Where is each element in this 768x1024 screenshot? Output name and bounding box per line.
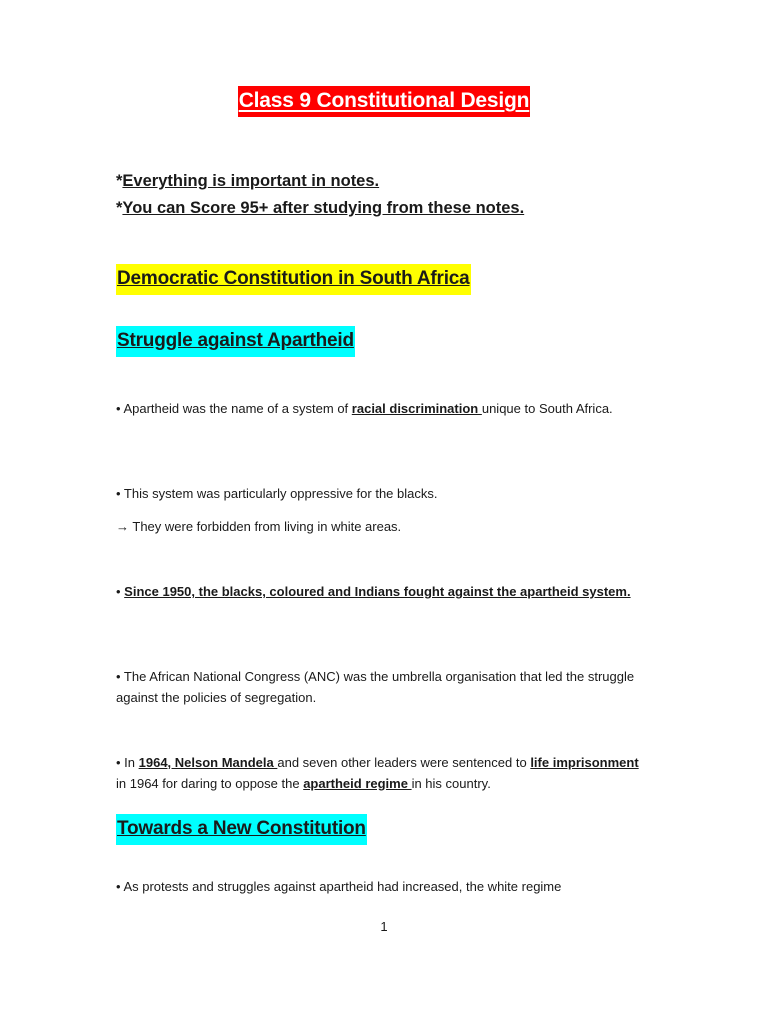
important-notes	[116, 168, 524, 222]
paragraph-text: • This system was particularly oppressive for the blacks.	[116, 486, 438, 501]
paragraph-text: • In	[116, 755, 139, 770]
emphasis-text: Since 1950, the blacks, coloured and Indians fought against the apartheid system.	[124, 584, 631, 599]
paragraph-text: → They were forbidden from living in white areas.	[116, 519, 402, 534]
emphasis-text: 1964, Nelson Mandela	[138, 755, 278, 770]
heading-democratic-constitution	[116, 264, 471, 295]
heading-struggle-apartheid	[116, 326, 355, 357]
title-wrap	[0, 86, 768, 117]
page-number: 1	[380, 919, 388, 934]
paragraph-text: • The African National Congress (ANC) was the umbrella organisation that led the struggle against the policies of segregation.	[116, 669, 635, 705]
paragraph-text: unique to South Africa.	[481, 401, 613, 416]
paragraph-since-1950	[116, 582, 646, 603]
paragraph-text: and seven other leaders were sentenced to	[277, 755, 531, 770]
emphasis-text: apartheid regime	[303, 775, 412, 791]
paragraph-text: in his country.	[411, 775, 491, 791]
important-note	[116, 195, 524, 222]
paragraph-protests	[116, 877, 646, 898]
paragraph-oppressive	[116, 484, 646, 505]
note-text: You can Score 95+ after studying from these notes.	[122, 199, 525, 217]
note-prefix: *	[116, 199, 123, 217]
paragraph-text: • As protests and struggles against apartheid had increased, the white regime	[116, 879, 562, 894]
heading-towards-new-constitution	[116, 814, 367, 845]
paragraph-text: • Apartheid was the name of a system of	[116, 401, 352, 416]
heading-text: Towards a New Constitution	[117, 818, 366, 839]
paragraph-text: in 1964 for daring to oppose the	[116, 775, 304, 791]
heading-text: Struggle against Apartheid	[117, 330, 354, 351]
paragraph-anc	[116, 667, 646, 708]
paragraph-mandela	[116, 753, 646, 794]
paragraph-forbidden	[116, 517, 646, 538]
note-text: Everything is important in notes.	[122, 172, 380, 190]
heading-text: Democratic Constitution in South Africa	[117, 268, 470, 289]
paragraph-text: •	[116, 584, 125, 599]
emphasis-text: racial discrimination	[351, 401, 482, 416]
emphasis-text: life imprisonment	[530, 755, 639, 770]
document-title: Class 9 Constitutional Design	[238, 86, 531, 117]
paragraph-apartheid-definition	[116, 399, 646, 420]
important-note	[116, 168, 524, 195]
note-prefix: *	[116, 172, 123, 190]
